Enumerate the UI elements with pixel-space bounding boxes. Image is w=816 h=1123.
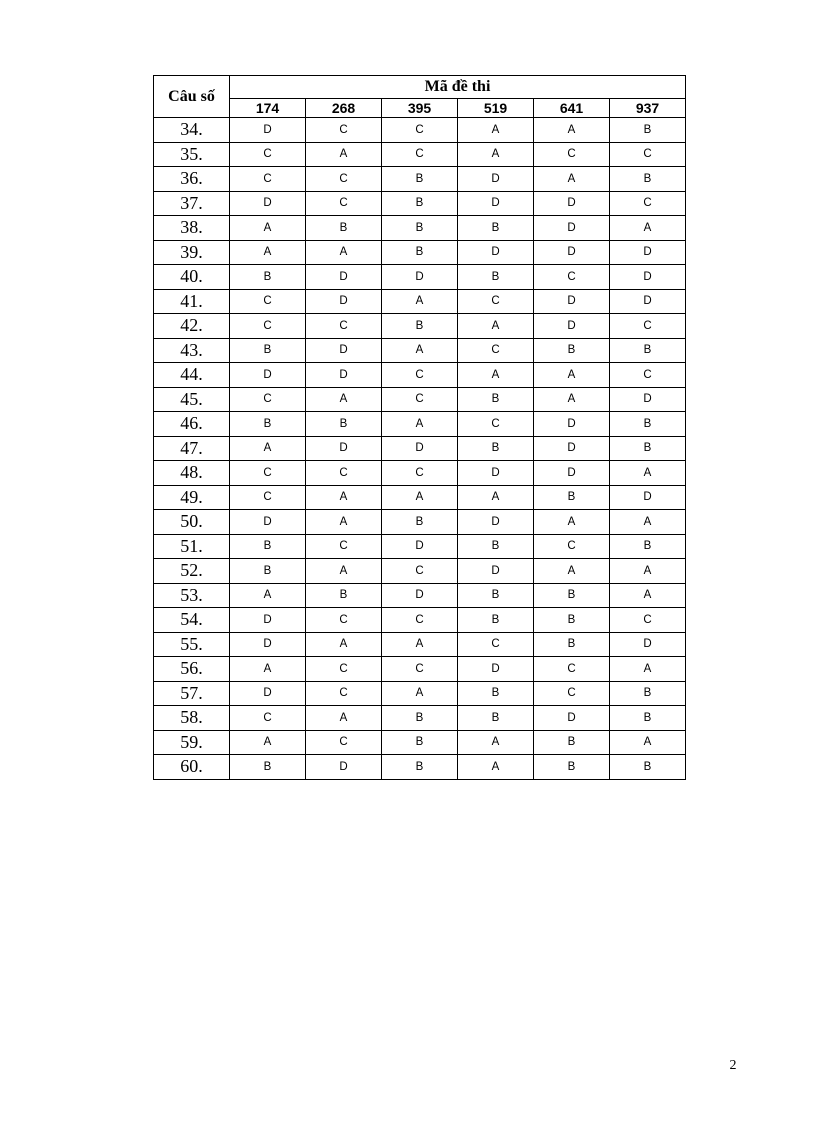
question-number: 58. xyxy=(154,706,230,731)
question-number: 37. xyxy=(154,191,230,216)
answer-cell: C xyxy=(382,461,458,486)
question-number: 45. xyxy=(154,387,230,412)
answer-cell: B xyxy=(458,387,534,412)
answer-cell: A xyxy=(458,142,534,167)
question-number: 38. xyxy=(154,216,230,241)
answer-cell: B xyxy=(382,191,458,216)
answer-cell: C xyxy=(610,142,686,167)
table-row xyxy=(154,191,686,216)
answer-cell: A xyxy=(610,216,686,241)
answer-cell: B xyxy=(610,412,686,437)
question-number: 50. xyxy=(154,510,230,535)
answer-cell: B xyxy=(534,730,610,755)
answer-cell: A xyxy=(458,314,534,339)
answer-cell: B xyxy=(458,534,534,559)
answer-cell: A xyxy=(534,363,610,388)
question-number: 34. xyxy=(154,118,230,143)
answer-cell: B xyxy=(534,632,610,657)
table-row xyxy=(154,681,686,706)
answer-cell: D xyxy=(306,363,382,388)
answer-cell: C xyxy=(230,706,306,731)
table-row xyxy=(154,240,686,265)
answer-cell: B xyxy=(534,608,610,633)
answer-cell: D xyxy=(230,608,306,633)
answer-cell: D xyxy=(610,387,686,412)
answer-cell: A xyxy=(306,485,382,510)
answer-cell: A xyxy=(382,289,458,314)
answer-cell: B xyxy=(306,216,382,241)
question-number: 43. xyxy=(154,338,230,363)
answer-cell: C xyxy=(382,657,458,682)
table-row xyxy=(154,632,686,657)
answer-cell: C xyxy=(458,412,534,437)
answer-cell: B xyxy=(382,510,458,535)
answer-cell: A xyxy=(382,338,458,363)
answer-cell: C xyxy=(610,608,686,633)
answer-cell: B xyxy=(458,265,534,290)
answer-cell: A xyxy=(610,510,686,535)
answer-cell: A xyxy=(306,559,382,584)
answer-cell: C xyxy=(230,461,306,486)
page-number: 2 xyxy=(729,1058,737,1073)
answer-cell: B xyxy=(382,706,458,731)
answer-cell: A xyxy=(230,436,306,461)
answer-cell: D xyxy=(610,485,686,510)
table-row xyxy=(154,412,686,437)
answer-cell: A xyxy=(610,461,686,486)
answer-cell: A xyxy=(306,387,382,412)
question-number: 44. xyxy=(154,363,230,388)
table-row xyxy=(154,387,686,412)
answer-cell: A xyxy=(306,142,382,167)
question-number: 35. xyxy=(154,142,230,167)
answer-cell: D xyxy=(610,632,686,657)
table-row xyxy=(154,730,686,755)
answer-cell: C xyxy=(230,167,306,192)
answer-cell: D xyxy=(306,755,382,780)
answer-cell: D xyxy=(382,583,458,608)
table-row xyxy=(154,216,686,241)
answer-cell: D xyxy=(306,265,382,290)
answer-cell: C xyxy=(306,608,382,633)
answer-rows xyxy=(154,118,686,780)
answer-cell: C xyxy=(382,363,458,388)
question-number: 60. xyxy=(154,755,230,780)
answer-cell: B xyxy=(610,681,686,706)
answer-cell: A xyxy=(306,632,382,657)
answer-cell: A xyxy=(610,559,686,584)
answer-cell: A xyxy=(534,167,610,192)
answer-cell: C xyxy=(610,191,686,216)
answer-cell: B xyxy=(610,755,686,780)
answer-cell: C xyxy=(306,118,382,143)
answer-cell: C xyxy=(610,363,686,388)
answer-cell: D xyxy=(306,289,382,314)
table-row xyxy=(154,167,686,192)
answer-cell: D xyxy=(382,265,458,290)
answer-cell: A xyxy=(610,730,686,755)
answer-cell: A xyxy=(534,387,610,412)
answer-cell: C xyxy=(230,314,306,339)
answer-cell: D xyxy=(306,436,382,461)
answer-cell: A xyxy=(382,632,458,657)
answer-cell: C xyxy=(306,681,382,706)
answer-cell: A xyxy=(458,118,534,143)
answer-cell: B xyxy=(458,436,534,461)
answer-cell: D xyxy=(230,681,306,706)
table-row xyxy=(154,583,686,608)
answer-cell: B xyxy=(230,265,306,290)
answer-cell: D xyxy=(230,191,306,216)
answer-cell: A xyxy=(534,559,610,584)
question-number: 42. xyxy=(154,314,230,339)
question-number: 59. xyxy=(154,730,230,755)
table-row xyxy=(154,510,686,535)
answer-cell: D xyxy=(458,510,534,535)
answer-cell: A xyxy=(382,681,458,706)
answer-cell: A xyxy=(306,240,382,265)
answer-cell: D xyxy=(534,461,610,486)
exam-code: 395 xyxy=(382,99,458,118)
answer-cell: C xyxy=(306,534,382,559)
answer-cell: A xyxy=(230,657,306,682)
answer-cell: D xyxy=(458,191,534,216)
answer-cell: C xyxy=(306,657,382,682)
answer-cell: B xyxy=(306,583,382,608)
answer-cell: D xyxy=(610,289,686,314)
answer-cell: C xyxy=(382,118,458,143)
question-number: 48. xyxy=(154,461,230,486)
answer-cell: D xyxy=(230,363,306,388)
answer-cell: B xyxy=(458,583,534,608)
answer-cell: D xyxy=(458,240,534,265)
table-row xyxy=(154,657,686,682)
answer-cell: C xyxy=(382,608,458,633)
question-number: 40. xyxy=(154,265,230,290)
answer-cell: D xyxy=(534,216,610,241)
question-number: 54. xyxy=(154,608,230,633)
answer-cell: B xyxy=(382,755,458,780)
answer-cell: B xyxy=(610,338,686,363)
answer-cell: C xyxy=(306,730,382,755)
answer-cell: A xyxy=(534,510,610,535)
question-number-header: Câu số xyxy=(154,76,230,118)
answer-cell: D xyxy=(610,240,686,265)
question-number: 51. xyxy=(154,534,230,559)
answer-cell: C xyxy=(534,534,610,559)
answer-cell: D xyxy=(534,436,610,461)
answer-cell: C xyxy=(382,387,458,412)
answer-cell: C xyxy=(534,681,610,706)
answer-cell: D xyxy=(458,167,534,192)
answer-cell: B xyxy=(230,534,306,559)
answer-cell: D xyxy=(458,657,534,682)
answer-cell: B xyxy=(534,485,610,510)
answer-cell: C xyxy=(534,142,610,167)
answer-cell: C xyxy=(306,167,382,192)
exam-code: 641 xyxy=(534,99,610,118)
question-number: 53. xyxy=(154,583,230,608)
question-number: 39. xyxy=(154,240,230,265)
answer-cell: B xyxy=(230,338,306,363)
table-row xyxy=(154,534,686,559)
answer-cell: D xyxy=(534,240,610,265)
answer-cell: B xyxy=(230,755,306,780)
answer-cell: B xyxy=(382,314,458,339)
answer-cell: C xyxy=(306,191,382,216)
exam-code: 174 xyxy=(230,99,306,118)
answer-cell: A xyxy=(458,755,534,780)
answer-cell: B xyxy=(382,167,458,192)
table-row xyxy=(154,755,686,780)
answer-cell: A xyxy=(610,583,686,608)
table-row xyxy=(154,485,686,510)
question-number: 41. xyxy=(154,289,230,314)
exam-code: 268 xyxy=(306,99,382,118)
question-number: 49. xyxy=(154,485,230,510)
question-number: 47. xyxy=(154,436,230,461)
question-number: 46. xyxy=(154,412,230,437)
answer-cell: B xyxy=(610,534,686,559)
table-row xyxy=(154,436,686,461)
answer-cell: D xyxy=(458,559,534,584)
answer-cell: B xyxy=(458,608,534,633)
answer-cell: B xyxy=(306,412,382,437)
answer-cell: C xyxy=(458,632,534,657)
table-row xyxy=(154,142,686,167)
answer-cell: B xyxy=(534,583,610,608)
answer-cell: C xyxy=(306,314,382,339)
exam-code: 519 xyxy=(458,99,534,118)
question-number: 52. xyxy=(154,559,230,584)
answer-cell: B xyxy=(458,706,534,731)
exam-code: 937 xyxy=(610,99,686,118)
answer-cell: A xyxy=(534,118,610,143)
answer-cell: D xyxy=(230,118,306,143)
answer-cell: A xyxy=(306,510,382,535)
answer-cell: D xyxy=(534,412,610,437)
question-number: 57. xyxy=(154,681,230,706)
question-number: 55. xyxy=(154,632,230,657)
table-row xyxy=(154,608,686,633)
answer-cell: C xyxy=(230,485,306,510)
answer-cell: C xyxy=(382,559,458,584)
answer-cell: C xyxy=(230,142,306,167)
answer-cell: D xyxy=(610,265,686,290)
table-row xyxy=(154,706,686,731)
answer-cell: D xyxy=(230,510,306,535)
answer-cell: D xyxy=(534,191,610,216)
answer-cell: A xyxy=(382,412,458,437)
answer-cell: A xyxy=(230,216,306,241)
answer-cell: D xyxy=(306,338,382,363)
answer-cell: B xyxy=(610,436,686,461)
answer-cell: B xyxy=(458,216,534,241)
answer-cell: C xyxy=(534,265,610,290)
answer-cell: A xyxy=(458,485,534,510)
answer-cell: C xyxy=(458,289,534,314)
answer-cell: D xyxy=(458,461,534,486)
answer-cell: B xyxy=(382,216,458,241)
answer-cell: B xyxy=(610,706,686,731)
answer-cell: B xyxy=(610,167,686,192)
answer-key-table xyxy=(153,75,686,780)
table-row xyxy=(154,363,686,388)
answer-cell: A xyxy=(458,730,534,755)
answer-cell: D xyxy=(534,289,610,314)
exam-code-header: Mã đề thi xyxy=(230,76,686,99)
answer-cell: B xyxy=(534,755,610,780)
answer-cell: D xyxy=(382,436,458,461)
table-row xyxy=(154,559,686,584)
answer-cell: B xyxy=(458,681,534,706)
answer-cell: A xyxy=(230,583,306,608)
answer-cell: D xyxy=(382,534,458,559)
table-row xyxy=(154,314,686,339)
answer-cell: C xyxy=(534,657,610,682)
answer-cell: C xyxy=(458,338,534,363)
answer-cell: C xyxy=(306,461,382,486)
answer-cell: A xyxy=(306,706,382,731)
table-row xyxy=(154,118,686,143)
answer-cell: A xyxy=(230,730,306,755)
answer-cell: A xyxy=(230,240,306,265)
exam-code-row xyxy=(154,99,686,118)
table-row xyxy=(154,338,686,363)
answer-cell: A xyxy=(458,363,534,388)
answer-cell: A xyxy=(382,485,458,510)
answer-cell: A xyxy=(610,657,686,682)
table-row xyxy=(154,461,686,486)
answer-cell: B xyxy=(534,338,610,363)
question-number: 56. xyxy=(154,657,230,682)
answer-cell: C xyxy=(230,387,306,412)
answer-cell: B xyxy=(230,412,306,437)
answer-cell: B xyxy=(230,559,306,584)
answer-cell: C xyxy=(230,289,306,314)
answer-cell: D xyxy=(534,706,610,731)
answer-cell: C xyxy=(610,314,686,339)
table-row xyxy=(154,289,686,314)
table-row xyxy=(154,265,686,290)
answer-cell: C xyxy=(382,142,458,167)
answer-cell: B xyxy=(382,730,458,755)
answer-cell: D xyxy=(230,632,306,657)
question-number: 36. xyxy=(154,167,230,192)
answer-cell: B xyxy=(382,240,458,265)
answer-cell: D xyxy=(534,314,610,339)
answer-cell: B xyxy=(610,118,686,143)
